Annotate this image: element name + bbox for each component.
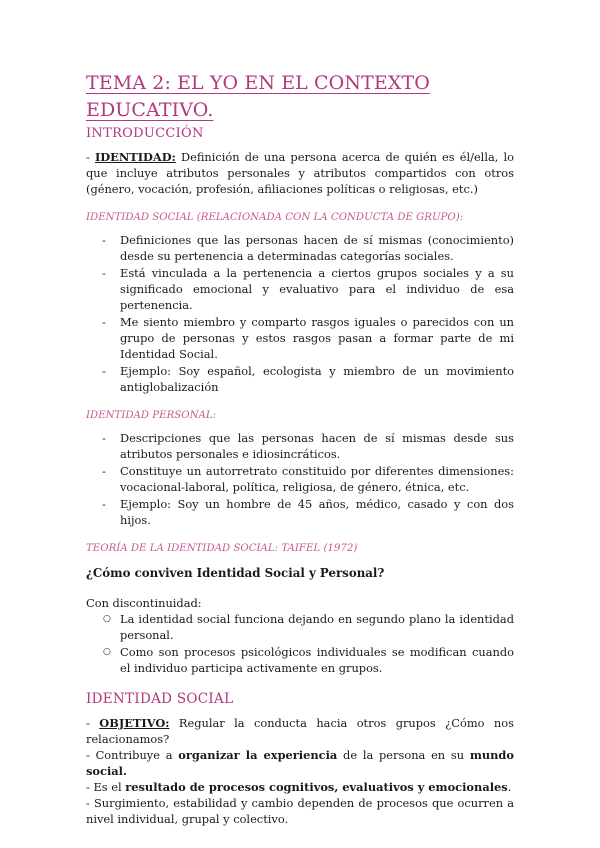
text-span: - Contribuye a: [86, 748, 179, 762]
list-item: - Ejemplo: Soy un hombre de 45 años, médico, casado y con dos hijos.: [102, 497, 514, 527]
bold-text: resultado de procesos cognitivos, evaluativos y emocionales: [125, 780, 508, 794]
surgimiento-line: - Surgimiento, estabilidad y cambio dependen de procesos que ocurren a nivel individual, grupal y colectivo.: [86, 796, 514, 826]
list-item: ○ Como son procesos psicológicos individuales se modifican cuando el individuo participa activamente en grupos.: [103, 645, 514, 675]
intro-heading: INTRODUCCIÓN: [86, 126, 204, 141]
dash: -: [86, 150, 95, 164]
list-item-text: Como son procesos psicológicos individuales se modifican cuando el individuo participa activamente en grupos.: [120, 645, 514, 675]
list-item-text: Descripciones que las personas hacen de sí mismas desde sus atributos personales e idiosincráticos.: [120, 431, 514, 461]
list-item-text: Me siento miembro y comparto rasgos iguales o parecidos con un grupo de personas y estos rasgos pasan a formar parte de mi Identidad Social.: [120, 315, 514, 361]
discontinuity-list: [86, 611, 514, 676]
personal-identity-list: [86, 430, 514, 528]
list-item: - Me siento miembro y comparto rasgos iguales o parecidos con un grupo de personas y estos rasgos pasan a formar parte de mi Identidad Social.: [102, 315, 514, 361]
list-item-text: Ejemplo: Soy un hombre de 45 años, médico, casado y con dos hijos.: [120, 497, 514, 527]
list-item: - Descripciones que las personas hacen de sí mismas desde sus atributos personales e idiosincráticos.: [102, 431, 514, 461]
question-heading: ¿Cómo conviven Identidad Social y Personal?: [86, 566, 385, 580]
list-item: ○ La identidad social funciona dejando en segundo plano la identidad personal.: [103, 612, 514, 642]
social-identity-heading: IDENTIDAD SOCIAL (RELACIONADA CON LA CONDUCTA DE GRUPO):: [86, 212, 464, 223]
text-span: - Es el: [86, 780, 126, 794]
list-item: - Constituye un autorretrato constituido por diferentes dimensiones: vocacional-laboral, política, religiosa, de género, étnica, etc.: [102, 464, 514, 494]
text-span: .: [507, 780, 512, 794]
objetivo-text: Regular la conducta hacia otros grupos ¿Cómo nos relacionamos?: [86, 716, 514, 746]
list-item-text: Definiciones que las personas hacen de sí mismas (conocimiento) desde su pertenencia a determinadas categorías sociales.: [120, 233, 514, 263]
dash: -: [86, 716, 100, 730]
list-item: - Ejemplo: Soy español, ecologista y miembro de un movimiento antiglobalización: [102, 364, 514, 394]
list-item-text: Ejemplo: Soy español, ecologista y miembro de un movimiento antiglobalización: [120, 364, 514, 394]
list-item-text: Está vinculada a la pertenencia a ciertos grupos sociales y a su significado emocional y evaluativo para el individuo de esa pertenencia.: [120, 266, 514, 312]
identidad-definition: [86, 149, 514, 197]
contribuye-line: [86, 747, 514, 779]
page-title: TEMA 2: EL YO EN EL CONTEXTO EDUCATIVO.: [86, 72, 430, 121]
identidad-text: Definición de una persona acerca de quién es él/ella, lo que incluye atributos personales y atributos compartidos con otros (género, vocación, profesión, afiliaciones políticas o religiosas, etc.): [86, 150, 514, 196]
list-item-text: La identidad social funciona dejando en segundo plano la identidad personal.: [120, 612, 514, 642]
bold-text: mundo social.: [86, 748, 514, 778]
list-item-text: Constituye un autorretrato constituido por diferentes dimensiones: vocacional-laboral, política, religiosa, de género, étnica, etc.: [120, 464, 514, 494]
objetivo-term: OBJETIVO:: [99, 716, 170, 730]
identidad-term: IDENTIDAD:: [94, 150, 176, 164]
discontinuity-label: Con discontinuidad:: [86, 596, 202, 610]
list-item: - Definiciones que las personas hacen de sí mismas (conocimiento) desde su pertenencia a determinadas categorías sociales.: [102, 233, 514, 263]
bold-text: organizar la experiencia: [178, 748, 338, 762]
section-heading-social-identity: IDENTIDAD SOCIAL: [86, 691, 234, 707]
document-content: [86, 70, 514, 827]
text-span: de la persona en su: [337, 748, 470, 762]
resultado-line: [86, 779, 514, 795]
personal-identity-heading: IDENTIDAD PERSONAL:: [86, 410, 217, 421]
social-identity-list: [86, 232, 514, 395]
taifel-heading: TEORÍA DE LA IDENTIDAD SOCIAL: TAIFEL (1972): [86, 543, 358, 554]
list-item: - Está vinculada a la pertenencia a ciertos grupos sociales y a su significado emocional y evaluativo para el individuo de esa pertenencia.: [102, 266, 514, 312]
objetivo-line: [86, 715, 514, 747]
